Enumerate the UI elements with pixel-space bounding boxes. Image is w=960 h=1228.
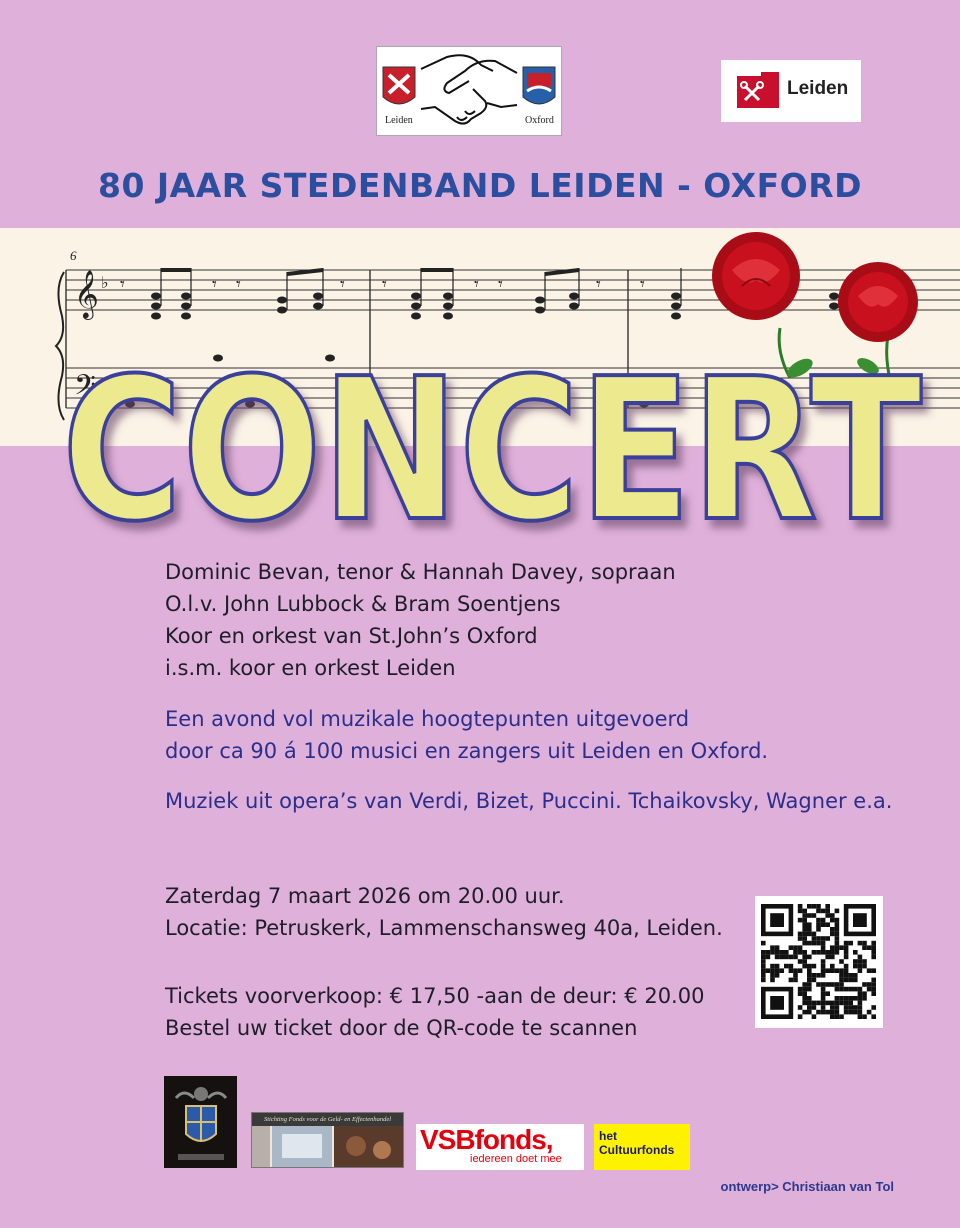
performer-line: Dominic Bevan, tenor & Hannah Davey, sopraan [165, 560, 676, 584]
oxford-shield-icon [523, 67, 555, 104]
rests [120, 274, 645, 295]
description-line: Een avond vol muzikale hoogtepunten uitgevoerd [165, 707, 690, 731]
sponsor-cultuurfonds-logo [594, 1124, 690, 1170]
coat-of-arms-icon [164, 1076, 237, 1168]
svg-text:𝄾: 𝄾 [212, 274, 217, 295]
program-text: Muziek uit opera’s van Verdi, Bizet, Puccini. Tchaikovsky, Wagner e.a. [165, 789, 893, 813]
svg-text:𝄾: 𝄾 [340, 274, 345, 295]
event-location: Locatie: Petruskerk, Lammenschansweg 40a, Leiden. [165, 916, 723, 940]
leiden-keys-icon [731, 70, 783, 112]
handshake-icon [421, 55, 517, 123]
twinning-logo [376, 46, 562, 136]
svg-text:𝄾: 𝄾 [120, 274, 125, 295]
twinning-right-label: Oxford [525, 115, 554, 126]
performer-line: O.l.v. John Lubbock & Bram Soentjens [165, 592, 561, 616]
svg-text:𝄾: 𝄾 [640, 274, 645, 295]
vsb-main: VSBfonds, [420, 1124, 553, 1155]
performers-block [165, 556, 676, 684]
description-block [165, 703, 768, 767]
measure-number: 6 [70, 248, 77, 263]
sponsor-vsbfonds-logo [416, 1124, 584, 1170]
ticket-price: Tickets voorverkoop: € 17,50 -aan de deur: € 20.00 [165, 984, 705, 1008]
bass-clef-icon: 𝄢 [74, 369, 96, 409]
headline: 80 JAAR STEDENBAND LEIDEN - OXFORD [97, 166, 863, 205]
cultuur-line2: Cultuurfonds [599, 1143, 675, 1157]
concert-title: CONCERT [62, 340, 922, 540]
city-logo-label: Leiden [787, 78, 849, 99]
fonds-title: Stichting Fonds voor de Geld- en Effectenhandel [252, 1113, 403, 1126]
event-date: Zaterdag 7 maart 2026 om 20.00 uur. [165, 884, 565, 908]
flat-icon: ♭ [101, 273, 109, 292]
ticket-order: Bestel uw ticket door de QR-code te scannen [165, 1016, 638, 1040]
treble-staff [66, 270, 960, 310]
twinning-left-label: Leiden [385, 115, 413, 126]
leiden-shield-icon [383, 67, 415, 104]
performer-line: Koor en orkest van St.John’s Oxford [165, 624, 538, 648]
city-leiden-logo [721, 60, 861, 122]
event-block [165, 880, 723, 944]
svg-text:𝄾: 𝄾 [382, 274, 387, 295]
fonds-collage-image [252, 1126, 404, 1168]
treble-clef-icon: 𝄞 [74, 269, 99, 318]
tickets-block [165, 980, 704, 1044]
vsb-sub: iedereen doet mee [470, 1153, 562, 1165]
description-line: door ca 90 á 100 musici en zangers uit Leiden en Oxford. [165, 739, 769, 763]
design-credit: ontwerp> Christiaan van Tol [720, 1179, 894, 1194]
svg-text:𝄾: 𝄾 [236, 274, 241, 295]
sponsor-crest-logo [164, 1076, 237, 1168]
qr-code-icon [755, 896, 883, 1028]
concert-title-art [0, 340, 960, 540]
svg-text:𝄾: 𝄾 [596, 274, 601, 295]
svg-text:𝄾: 𝄾 [498, 274, 503, 295]
svg-text:𝄾: 𝄾 [474, 274, 479, 295]
performer-line: i.s.m. koor en orkest Leiden [165, 656, 456, 680]
ticket-qr-code[interactable] [755, 896, 883, 1028]
sponsor-fonds-logo [251, 1112, 404, 1168]
cultuur-line1: het [599, 1129, 617, 1143]
